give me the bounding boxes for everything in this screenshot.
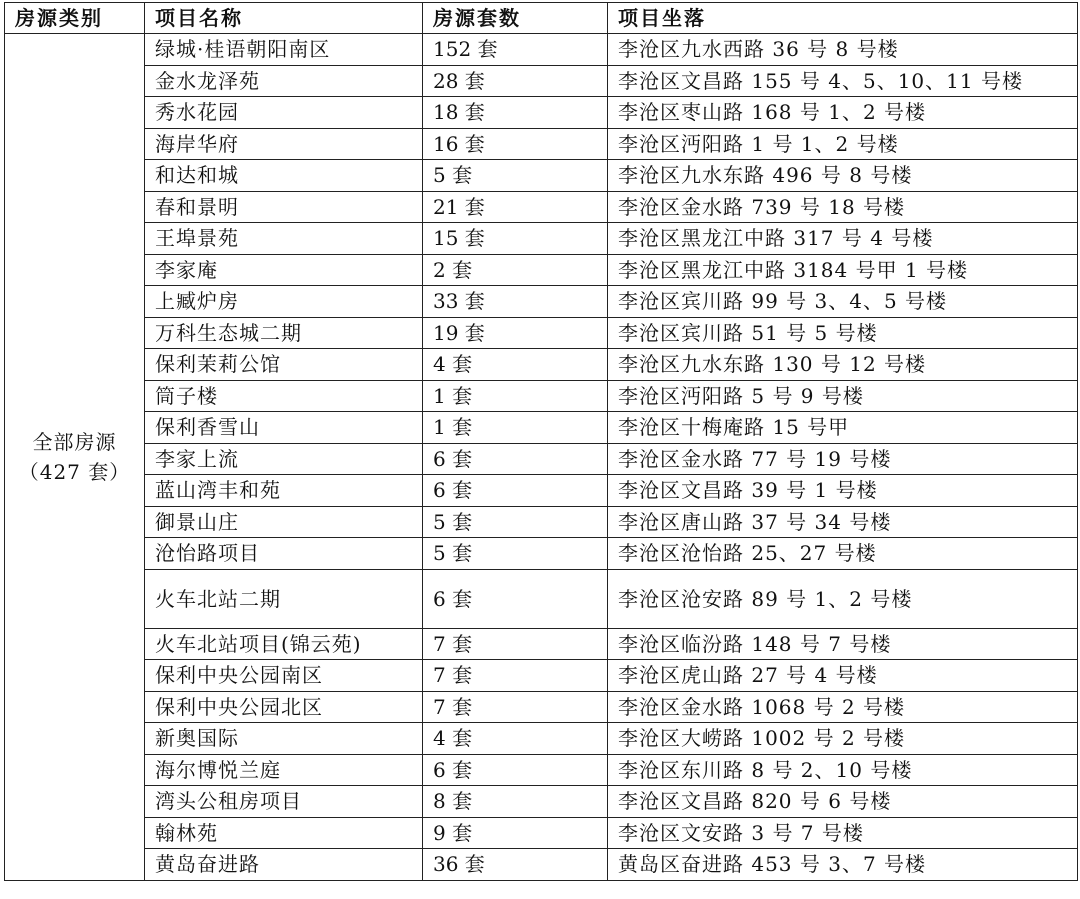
header-project-name: 项目名称 [145,3,423,34]
project-name: 海岸华府 [145,128,423,160]
unit-count: 15 套 [423,223,608,255]
table-row [5,569,1078,628]
unit-count: 9 套 [423,817,608,849]
project-name: 上臧炉房 [145,286,423,318]
table-row [5,223,1078,255]
table-row [5,286,1078,318]
project-name: 秀水花园 [145,97,423,129]
project-name: 沧怡路项目 [145,538,423,570]
table-row [5,475,1078,507]
unit-count: 6 套 [423,443,608,475]
table-row [5,254,1078,286]
project-name: 和达和城 [145,160,423,192]
project-name: 黄岛奋进路 [145,849,423,881]
unit-count: 6 套 [423,754,608,786]
unit-count: 1 套 [423,380,608,412]
unit-count: 8 套 [423,786,608,818]
unit-count: 21 套 [423,191,608,223]
project-name: 新奥国际 [145,723,423,755]
project-address: 李沧区文昌路 39 号 1 号楼 [608,475,1078,507]
unit-count: 4 套 [423,349,608,381]
project-name: 李家上流 [145,443,423,475]
project-address: 李沧区枣山路 168 号 1、2 号楼 [608,97,1078,129]
unit-count: 18 套 [423,97,608,129]
unit-count: 19 套 [423,317,608,349]
table-row [5,349,1078,381]
table-row [5,380,1078,412]
project-name: 御景山庄 [145,506,423,538]
table-row [5,691,1078,723]
project-name: 绿城·桂语朝阳南区 [145,34,423,66]
table-row [5,538,1078,570]
project-address: 李沧区沧安路 89 号 1、2 号楼 [608,569,1078,628]
project-address: 李沧区沔阳路 5 号 9 号楼 [608,380,1078,412]
unit-count: 6 套 [423,475,608,507]
project-address: 李沧区文昌路 820 号 6 号楼 [608,786,1078,818]
project-address: 李沧区黑龙江中路 317 号 4 号楼 [608,223,1078,255]
project-address: 李沧区沧怡路 25、27 号楼 [608,538,1078,570]
table-row [5,191,1078,223]
project-name: 海尔博悦兰庭 [145,754,423,786]
table-row [5,443,1078,475]
table-row [5,660,1078,692]
project-name: 万科生态城二期 [145,317,423,349]
project-name: 王埠景苑 [145,223,423,255]
project-name: 火车北站二期 [145,569,423,628]
unit-count: 5 套 [423,538,608,570]
unit-count: 5 套 [423,160,608,192]
unit-count: 7 套 [423,628,608,660]
category-count: （427 套） [18,459,131,484]
unit-count: 152 套 [423,34,608,66]
unit-count: 7 套 [423,660,608,692]
unit-count: 16 套 [423,128,608,160]
table-row [5,34,1078,66]
project-address: 李沧区临汾路 148 号 7 号楼 [608,628,1078,660]
project-address: 李沧区大崂路 1002 号 2 号楼 [608,723,1078,755]
table-row [5,128,1078,160]
project-name: 金水龙泽苑 [145,65,423,97]
project-name: 保利中央公园北区 [145,691,423,723]
header-address: 项目坐落 [608,3,1078,34]
housing-table [4,2,1078,881]
category-label: 全部房源 [32,429,117,454]
project-name: 李家庵 [145,254,423,286]
project-address: 李沧区九水西路 36 号 8 号楼 [608,34,1078,66]
project-address: 李沧区文安路 3 号 7 号楼 [608,817,1078,849]
category-cell [5,34,145,881]
project-address: 李沧区金水路 739 号 18 号楼 [608,191,1078,223]
project-name: 保利茉莉公馆 [145,349,423,381]
header-category: 房源类别 [5,3,145,34]
table-row [5,817,1078,849]
unit-count: 1 套 [423,412,608,444]
table-row [5,754,1078,786]
table-row [5,506,1078,538]
project-address: 李沧区金水路 77 号 19 号楼 [608,443,1078,475]
project-address: 李沧区东川路 8 号 2、10 号楼 [608,754,1078,786]
unit-count: 4 套 [423,723,608,755]
unit-count: 2 套 [423,254,608,286]
project-address: 李沧区金水路 1068 号 2 号楼 [608,691,1078,723]
table-row [5,412,1078,444]
project-name: 湾头公租房项目 [145,786,423,818]
unit-count: 28 套 [423,65,608,97]
table-row [5,97,1078,129]
project-address: 李沧区宾川路 51 号 5 号楼 [608,317,1078,349]
project-name: 春和景明 [145,191,423,223]
project-name: 保利中央公园南区 [145,660,423,692]
project-address: 黄岛区奋进路 453 号 3、7 号楼 [608,849,1078,881]
project-name: 保利香雪山 [145,412,423,444]
unit-count: 36 套 [423,849,608,881]
unit-count: 6 套 [423,569,608,628]
project-address: 李沧区虎山路 27 号 4 号楼 [608,660,1078,692]
table-row [5,628,1078,660]
project-address: 李沧区九水东路 130 号 12 号楼 [608,349,1078,381]
project-address: 李沧区黑龙江中路 3184 号甲 1 号楼 [608,254,1078,286]
table-row [5,723,1078,755]
table-row [5,160,1078,192]
table-row [5,317,1078,349]
table-row [5,65,1078,97]
project-address: 李沧区宾川路 99 号 3、4、5 号楼 [608,286,1078,318]
project-address: 李沧区文昌路 155 号 4、5、10、11 号楼 [608,65,1078,97]
project-name: 火车北站项目(锦云苑) [145,628,423,660]
project-name: 筒子楼 [145,380,423,412]
header-unit-count: 房源套数 [423,3,608,34]
project-name: 蓝山湾丰和苑 [145,475,423,507]
table-row [5,849,1078,881]
project-name: 翰林苑 [145,817,423,849]
project-address: 李沧区十梅庵路 15 号甲 [608,412,1078,444]
unit-count: 33 套 [423,286,608,318]
project-address: 李沧区沔阳路 1 号 1、2 号楼 [608,128,1078,160]
unit-count: 7 套 [423,691,608,723]
table-row [5,786,1078,818]
unit-count: 5 套 [423,506,608,538]
project-address: 李沧区唐山路 37 号 34 号楼 [608,506,1078,538]
project-address: 李沧区九水东路 496 号 8 号楼 [608,160,1078,192]
header-row [5,3,1078,34]
